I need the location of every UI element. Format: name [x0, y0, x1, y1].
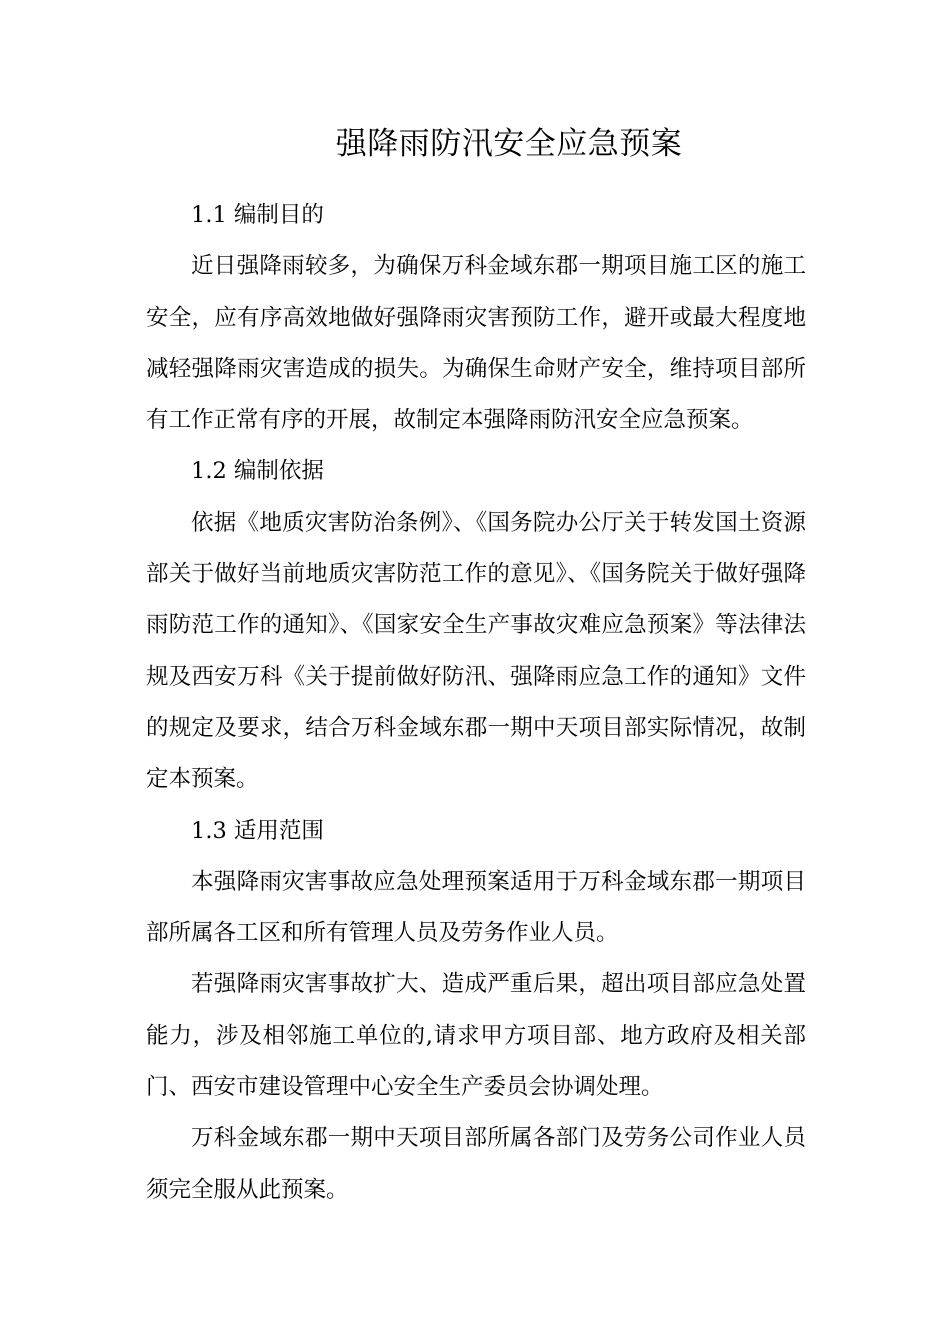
paragraph-scope-1: 本强降雨灾害事故应急处理预案适用于万科金域东郡一期项目部所属各工区和所有管理人员及劳务作业人员。: [146, 868, 806, 947]
section-heading-basis: 1.2 编制依据: [191, 458, 324, 485]
paragraph-scope-3: 万科金域东郡一期中天项目部所属各部门及劳务公司作业人员须完全服从此预案。: [146, 1125, 806, 1203]
section-heading-purpose: 1.1 编制目的: [191, 202, 324, 228]
section-heading-scope: 1.3 适用范围: [191, 817, 324, 844]
document-title: 强降雨防汛安全应急预案: [335, 126, 683, 162]
paragraph-scope-2: 若强降雨灾害事故扩大、造成严重后果，超出项目部应急处置能力，涉及相邻施工单位的,请求甲方项目部、地方政府及相关部门、西安市建设管理中心安全生产委员会协调处理。: [146, 971, 806, 1101]
document-body: [146, 190, 806, 1216]
paragraph-basis: 依据《地质灾害防治条例》、《国务院办公厅关于转发国土资源部关于做好当前地质灾害防范工作的意见》、《国务院关于做好强降雨防范工作的通知》、《国家安全生产事故灾难应急预案》等法律法规及西安万科《关于提前做好防汛、强降雨应急工作的通知》文件的规定及要求，结合万科金域东郡一期中天项目部实际情况，故制定本预案。: [146, 509, 806, 793]
paragraph-purpose: 近日强降雨较多，为确保万科金域东郡一期项目施工区的施工安全，应有序高效地做好强降雨灾害预防工作，避开或最大程度地减轻强降雨灾害造成的损失。为确保生命财产安全，维持项目部所有工作正常有序的开展，故制定本强降雨防汛安全应急预案。: [146, 253, 806, 434]
